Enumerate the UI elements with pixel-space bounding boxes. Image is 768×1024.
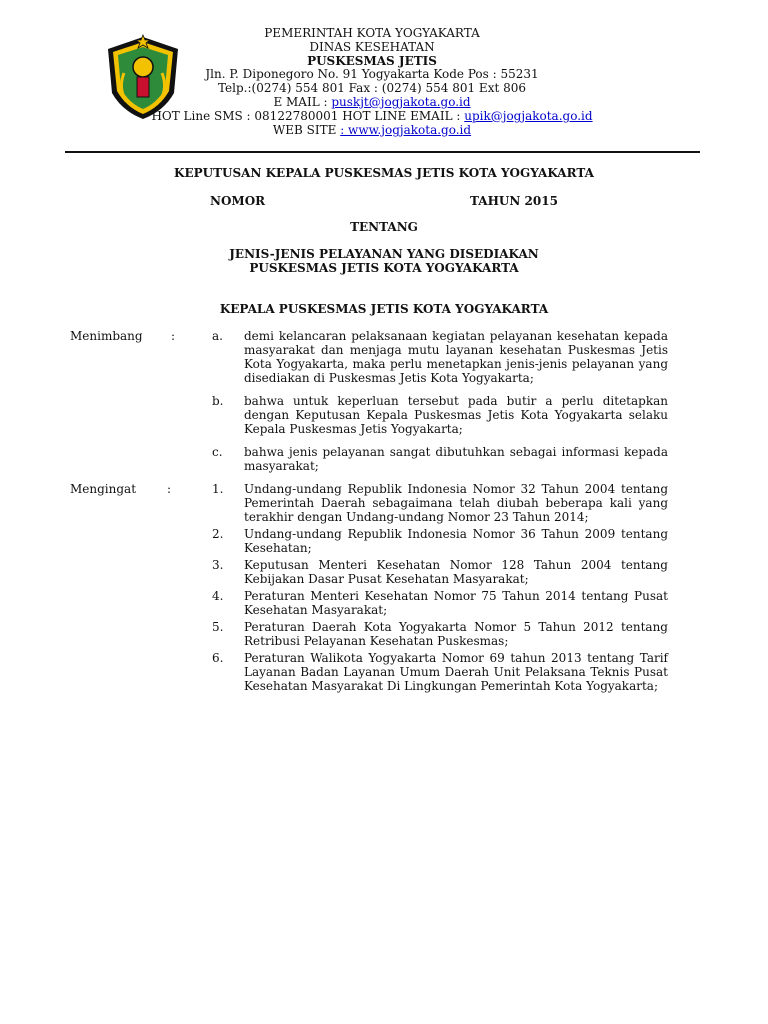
item-text: bahwa jenis pelayanan sangat dibutuhkan sebagai informasi kepada masyarakat; — [244, 445, 668, 473]
decree-issuer: KEPALA PUSKESMAS JETIS KOTA YOGYAKARTA — [219, 302, 549, 316]
item-marker: 4. — [212, 589, 224, 603]
mengingat-item — [70, 558, 668, 586]
letterhead-divider — [65, 151, 700, 153]
menimbang-section — [70, 329, 668, 482]
letterhead-government: PEMERINTAH KOTA YOGYAKARTA — [264, 26, 480, 40]
menimbang-item — [70, 394, 668, 436]
hotline-email-link[interactable]: upik@jogjakota.go.id — [464, 108, 593, 123]
mengingat-item — [70, 651, 668, 693]
item-text: Keputusan Menteri Kesehatan Nomor 128 Tahun 2004 tentang Kebijakan Dasar Pusat Kesehatan Masyarakat; — [244, 558, 668, 586]
item-text: Peraturan Daerah Kota Yogyakarta Nomor 5 Tahun 2012 tentang Retribusi Pelayanan Kesehatan Puskesmas; — [244, 620, 668, 648]
menimbang-colon: : — [171, 329, 176, 343]
item-marker: 3. — [212, 558, 224, 572]
item-marker: a. — [212, 329, 223, 343]
letterhead-department: DINAS KESEHATAN — [309, 39, 435, 54]
item-text: Undang-undang Republik Indonesia Nomor 32 Tahun 2004 tentang Pemerintah Daerah sebagaimana telah diubah beberapa kali yang terakhir dengan Undang-undang Nomor 23 Tahun 2014; — [244, 482, 668, 524]
item-marker: 5. — [212, 620, 224, 634]
item-marker: 6. — [212, 651, 224, 665]
mengingat-label: Mengingat — [70, 482, 137, 496]
decree-subject — [60, 247, 708, 275]
mengingat-item — [70, 482, 668, 524]
letterhead-address: Jln. P. Diponegoro No. 91 Yogyakarta Kode Pos : 55231 — [205, 67, 539, 82]
decree-tentang: TENTANG — [350, 220, 418, 234]
decree-subject-line2: PUSKESMAS JETIS KOTA YOGYAKARTA — [249, 261, 519, 275]
item-text: bahwa untuk keperluan tersebut pada butir a perlu ditetapkan dengan Keputusan Kepala Puskesmas Jetis Kota Yogyakarta selaku Kepala Puskesmas Jetis Yogyakarta; — [244, 394, 668, 436]
menimbang-item — [70, 329, 668, 385]
decree-title: KEPUTUSAN KEPALA PUSKESMAS JETIS KOTA YOGYAKARTA — [174, 166, 594, 180]
mengingat-section — [70, 482, 668, 696]
item-text: demi kelancaran pelaksanaan kegiatan pelayanan kesehatan kepada masyarakat dan menjaga mutu layanan kesehatan Puskesmas Jetis Kota Yogyakarta, maka perlu menetapkan jenis-jenis pelayanan yang disediakan di Puskesmas Jetis Kota Yogyakarta; — [244, 329, 668, 385]
website-link[interactable]: : www.jogjakota.go.id — [340, 122, 472, 137]
mengingat-item — [70, 589, 668, 617]
decree-tahun-label: TAHUN 2015 — [470, 194, 558, 208]
letterhead-phone: Telp.:(0274) 554 801 Fax : (0274) 554 801 Ext 806 — [217, 81, 527, 96]
item-marker: c. — [212, 445, 223, 459]
menimbang-item — [70, 445, 668, 473]
item-text: Undang-undang Republik Indonesia Nomor 36 Tahun 2009 tentang Kesehatan; — [244, 527, 668, 555]
mengingat-item — [70, 527, 668, 555]
mengingat-colon: : — [167, 482, 172, 496]
letterhead-institution: PUSKESMAS JETIS — [307, 53, 437, 68]
decree-nomor-label: NOMOR — [210, 194, 266, 208]
menimbang-label: Menimbang — [70, 329, 143, 343]
item-text: Peraturan Menteri Kesehatan Nomor 75 Tahun 2014 tentang Pusat Kesehatan Masyarakat; — [244, 589, 668, 617]
item-text: Peraturan Walikota Yogyakarta Nomor 69 tahun 2013 tentang Tarif Layanan Badan Layanan Umum Daerah Unit Pelaksana Teknis Pusat Kesehatan Masyarakat Di Lingkungan Pemerintah Kota Yogyakarta; — [244, 651, 668, 693]
item-marker: 1. — [212, 482, 224, 496]
decree-subject-line1: JENIS-JENIS PELAYANAN YANG DISEDIAKAN — [229, 247, 539, 261]
mengingat-item — [70, 620, 668, 648]
email-label: E MAIL : — [273, 94, 332, 109]
website-label: WEB SITE — [272, 122, 341, 137]
letterhead-hotline-line — [150, 110, 594, 124]
letterhead-email-line — [150, 96, 594, 110]
hotline-label: HOT Line SMS : 08122780001 HOT LINE EMAIL : — [151, 108, 465, 123]
item-marker: 2. — [212, 527, 224, 541]
email-link[interactable]: puskjt@jogjakota.go.id — [331, 94, 471, 109]
letterhead-website-line — [150, 124, 594, 138]
letterhead — [150, 27, 594, 137]
item-marker: b. — [212, 394, 224, 408]
